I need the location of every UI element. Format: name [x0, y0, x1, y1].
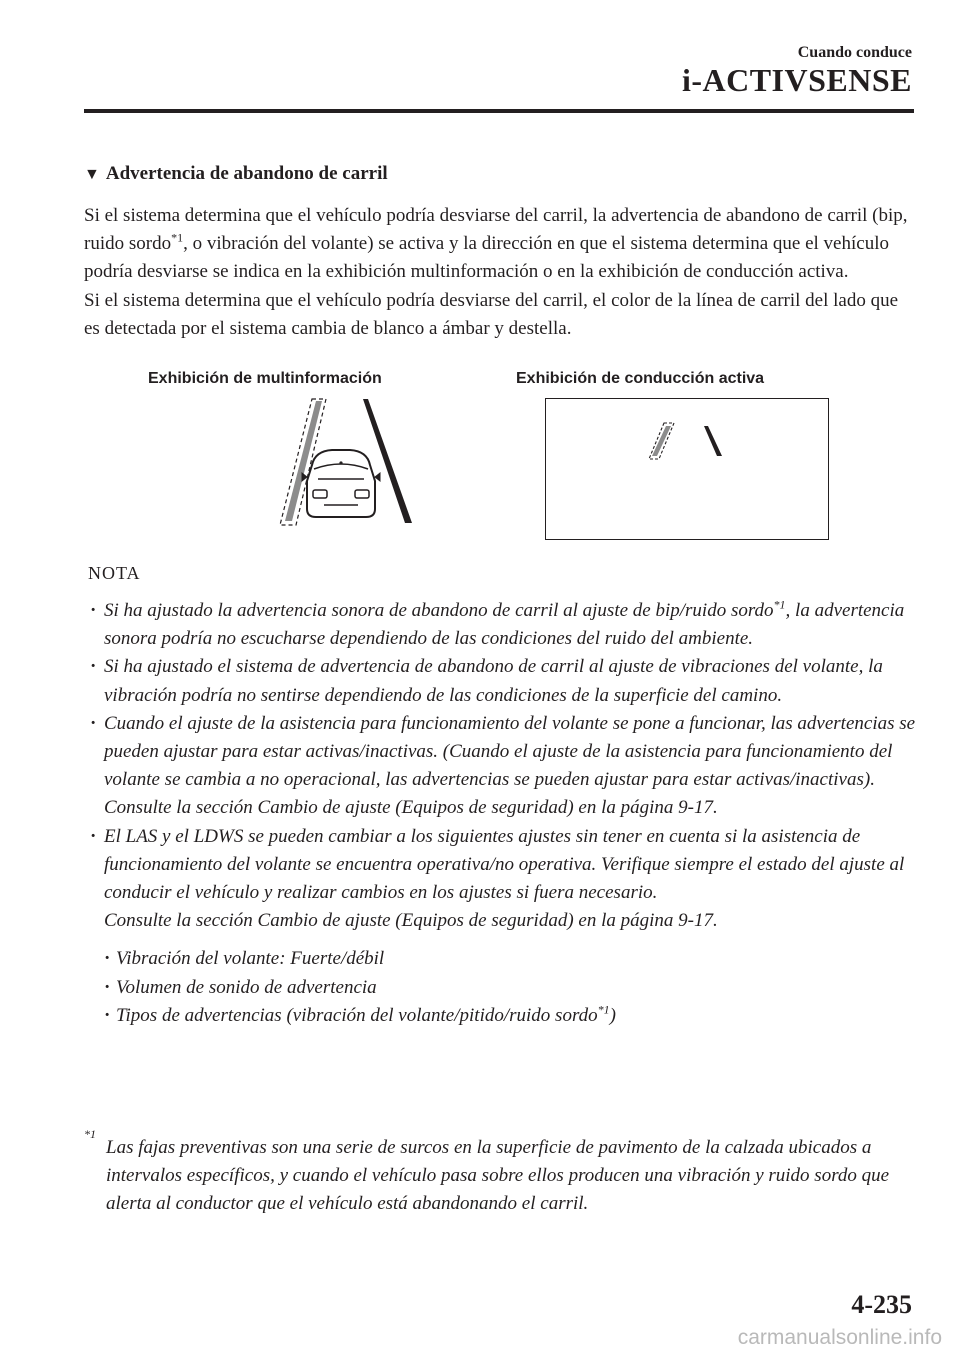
figure-label-active-driving: Exhibición de conducción activa [516, 370, 765, 387]
figure-label-multinformation: Exhibición de multinformación [148, 370, 382, 387]
footnote-text: Las fajas preventivas son una serie de surcos en la superficie de pavimento de la calzada ubicados a intervalos específicos, y cuando el vehículo pasa sobre ellos producen una vibración y ruido sordo que alerta al conductor que el vehículo está abandonando el carril. [106, 1137, 890, 1215]
settings-item-2: · Volumen de sonido de advertencia [116, 974, 916, 1002]
active-driving-display-illustration [545, 398, 829, 540]
note-title: NOTA [88, 563, 141, 583]
note-item-3: · Cuando el ajuste de la asistencia para funcionamiento del volante se pone a funcionar, las advertencias se pueden ajustar para estar activas/inactivas. (Cuando el ajuste de la asistencia para funcionamiento del volante se cambia a no operacional, las advertencias se pueden ajustar para estar activas/inactivas). Consulte la sección Cambio de ajuste (Equipos de seguridad) en la página 9-17. [104, 710, 916, 823]
footnote-ref: *1 [773, 597, 786, 612]
header-section-title: i-ACTIVSENSE [681, 62, 912, 98]
header-rule [84, 109, 914, 113]
watermark: carmanualsonline.info [737, 1326, 942, 1349]
cross-reference: Consulte la sección Cambio de ajuste (Equipos de seguridad) en la página 9-17. [104, 797, 718, 819]
paragraph-2: Si el sistema determina que el vehículo podría desviarse del carril, el color de la línea de carril del lado que es detectada por el sistema cambia de blanco a ámbar y destella. [84, 289, 899, 339]
multinformation-display-illustration [252, 395, 422, 531]
settings-item-1: · Vibración del volante: Fuerte/débil [116, 945, 916, 973]
note-list [104, 597, 916, 1030]
down-triangle-icon: ▼ [84, 166, 100, 183]
settings-item-3: · Tipos de advertencias (vibración del volante/pitido/ruido sordo$^{*1}$) [116, 1002, 916, 1030]
footnote-ref: *1 [597, 1002, 610, 1017]
lane-warning-highlight-small [652, 426, 671, 456]
section-heading [84, 163, 388, 185]
note-item-1: · Si ha ajustado la advertencia sonora de abandono de carril al ajuste de bip/ruido sordo$^{*1}$, la advertencia sonora podría no escucharse dependiendo de las condiciones del ruido del ambiente. [104, 597, 916, 653]
lane-line-right-small [704, 426, 722, 456]
page-number: 4-235 [851, 1290, 912, 1319]
paragraph-1: Si el sistema determina que el vehículo podría desviarse del carril, la advertencia de abandono de carril (bip, ruido sordo$^{*1}$, o vibración del volante) se activa y la dirección en que el sistema determina que el vehículo podría desviarse se indica en la exhibición multinformación o en la exhibición de conducción activa. [84, 205, 908, 283]
footnote-ref: *1 [171, 230, 184, 245]
note-item-2: · Si ha ajustado el sistema de advertencia de abandono de carril al ajuste de vibraciones del volante, la vibración podría no sentirse dependiendo de las condiciones de la superficie del camino. [104, 653, 916, 709]
settings-list [104, 945, 916, 1030]
note-item-4: · El LAS y el LDWS se pueden cambiar a los siguientes ajustes sin tener en cuenta si la asistencia de funcionamiento del volante se encuentra operativa/no operativa. Verifique siempre el estado del ajuste al conducir el vehículo y realizar cambios en los ajustes si fuera necesario. Consulte la sección Cambio de ajuste (Equipos de seguridad) en la página 9-17. [104, 823, 916, 936]
footnote: *1 Las fajas preventivas son una serie de surcos en la superficie de pavimento de la calzada ubicados a intervalos específicos, y cuando el vehículo pasa sobre ellos producen una vibración y ruido sordo que alerta al conductor que el vehículo está abandonando el carril. [84, 1134, 904, 1219]
car-icon [302, 450, 380, 517]
section-heading-text: Advertencia de abandono de carril [105, 163, 388, 184]
cross-reference: Consulte la sección Cambio de ajuste (Equipos de seguridad) en la página 9-17. [104, 910, 718, 932]
header-chapter: Cuando conduce [797, 44, 912, 61]
body-text [84, 202, 914, 343]
